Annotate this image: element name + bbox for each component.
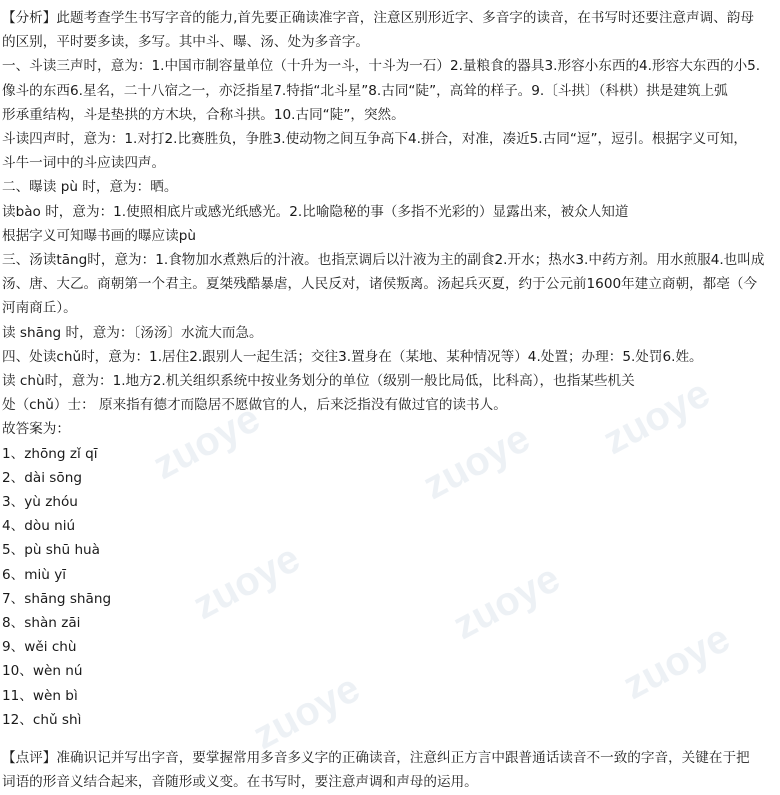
analysis-line: 读bào 时，意为：1.使照相底片或感光纸感光。2.比喻隐秘的事（多指不光彩的）显露出来，被众人知道 [2,203,629,220]
analysis-line: 三、汤读tāng时，意为：1.食物加水煮熟后的汁液。也指烹调后以汁液为主的副食2.开水；热水3.中药方剂。用水煎服4.也叫成 [2,252,765,269]
analysis-line: 形承重结构，斗是垫拱的方木块，合称斗拱。10.古同“陡”，突然。 [2,106,405,123]
comment-line: 词语的形音义结合起来，音随形或义变。在书写时，要注意声调和声母的运用。 [2,774,478,791]
analysis-line: 根据字义可知曝书画的曝应读pù [2,227,196,244]
answer-list [2,442,776,732]
answer-item: 10、wèn nú [2,663,83,680]
answer-item: 5、pù shū huà [2,542,101,559]
analysis-line: 河南商丘）。 [2,300,77,317]
answer-item: 11、wèn bì [2,687,78,704]
answer-item: 8、shàn zāi [2,615,81,632]
comment-section [2,746,776,794]
answer-item: 7、shāng shāng [2,590,112,607]
analysis-line: 读 shāng 时，意为：〔汤汤〕水流大而急。 [2,324,263,341]
analysis-line: 斗牛一词中的斗应读四声。 [2,155,166,172]
answer-item: 2、dài sōng [2,469,82,486]
answer-item: 3、yù zhóu [2,494,78,511]
analysis-line: 四、处读chǔ时，意为：1.居住2.跟别人一起生活；交往3.置身在（某地、某种情况等）4.处置；办理：5.处罚6.姓。 [2,348,703,365]
answer-heading: 故答案为： [2,421,70,438]
section-gap [2,732,776,746]
watermark: zuoye [246,666,367,759]
comment-line: 【点评】准确识记并写出字音，要掌握常用多音多义字的正确读音，注意纠正方言中跟普通话读音不一致的字音，关键在于把 [2,750,750,767]
watermark: zuoye [146,396,267,489]
analysis-line: 【分析】此题考查学生书写字音的能力,首先要正确读准字音，注意区别形近字、多音字的读音，在书写时还要注意声调、韵母 [2,10,754,26]
analysis-line: 的区别，平时要多读，多写。其中斗、曝、汤、处为多音字。 [2,34,370,51]
analysis-line: 斗读四声时，意为：1.对打2.比赛胜负，争胜3.使动物之间互争高下4.拼合，对准，凑近5.古同“逗”，逗引。根据字义可知， [2,131,748,148]
answer-item: 9、wěi chù [2,639,77,656]
watermark: zuoye [186,536,307,629]
watermark: zuoye [616,616,737,709]
answer-item: 1、zhōng zǐ qī [2,445,98,462]
answer-item: 4、dòu niú [2,518,76,535]
answer-item: 12、chǔ shì [2,711,82,728]
watermark: zuoye [596,371,717,464]
analysis-line: 处（chǔ）士： 原来指有德才而隐居不愿做官的人，后来泛指没有做过官的读书人。 [2,397,507,414]
solution-document [2,6,776,795]
analysis-line: 汤、唐、大乙。商朝第一个君主。夏桀残酷暴虐，人民反对，诸侯叛离。汤起兵灭夏，约于公元前1600年建立商朝，都亳（今 [2,276,758,293]
answer-item: 6、miù yī [2,566,67,583]
analysis-line: 一、斗读三声时，意为：1.中国市制容量单位（十升为一斗，十斗为一石）2.量粮食的器具3.形容小东西的4.形容大东西的小5. [2,58,761,75]
analysis-line: 像斗的东西6.星名，二十八宿之一，亦泛指星7.特指“北斗星”8.古同“陡”，高耸的样子。9.〔斗拱〕（科栱）拱是建筑上弧 [2,82,728,99]
analysis-line: 二、曝读 pù 时，意为：晒。 [2,179,178,196]
watermark: zuoye [446,556,567,649]
analysis-line: 读 chù时，意为：1.地方2.机关组织系统中按业务划分的单位（级别一般比局低，比科高），也指某些机关 [2,373,635,390]
analysis-section [2,6,776,442]
watermark: zuoye [416,416,537,509]
